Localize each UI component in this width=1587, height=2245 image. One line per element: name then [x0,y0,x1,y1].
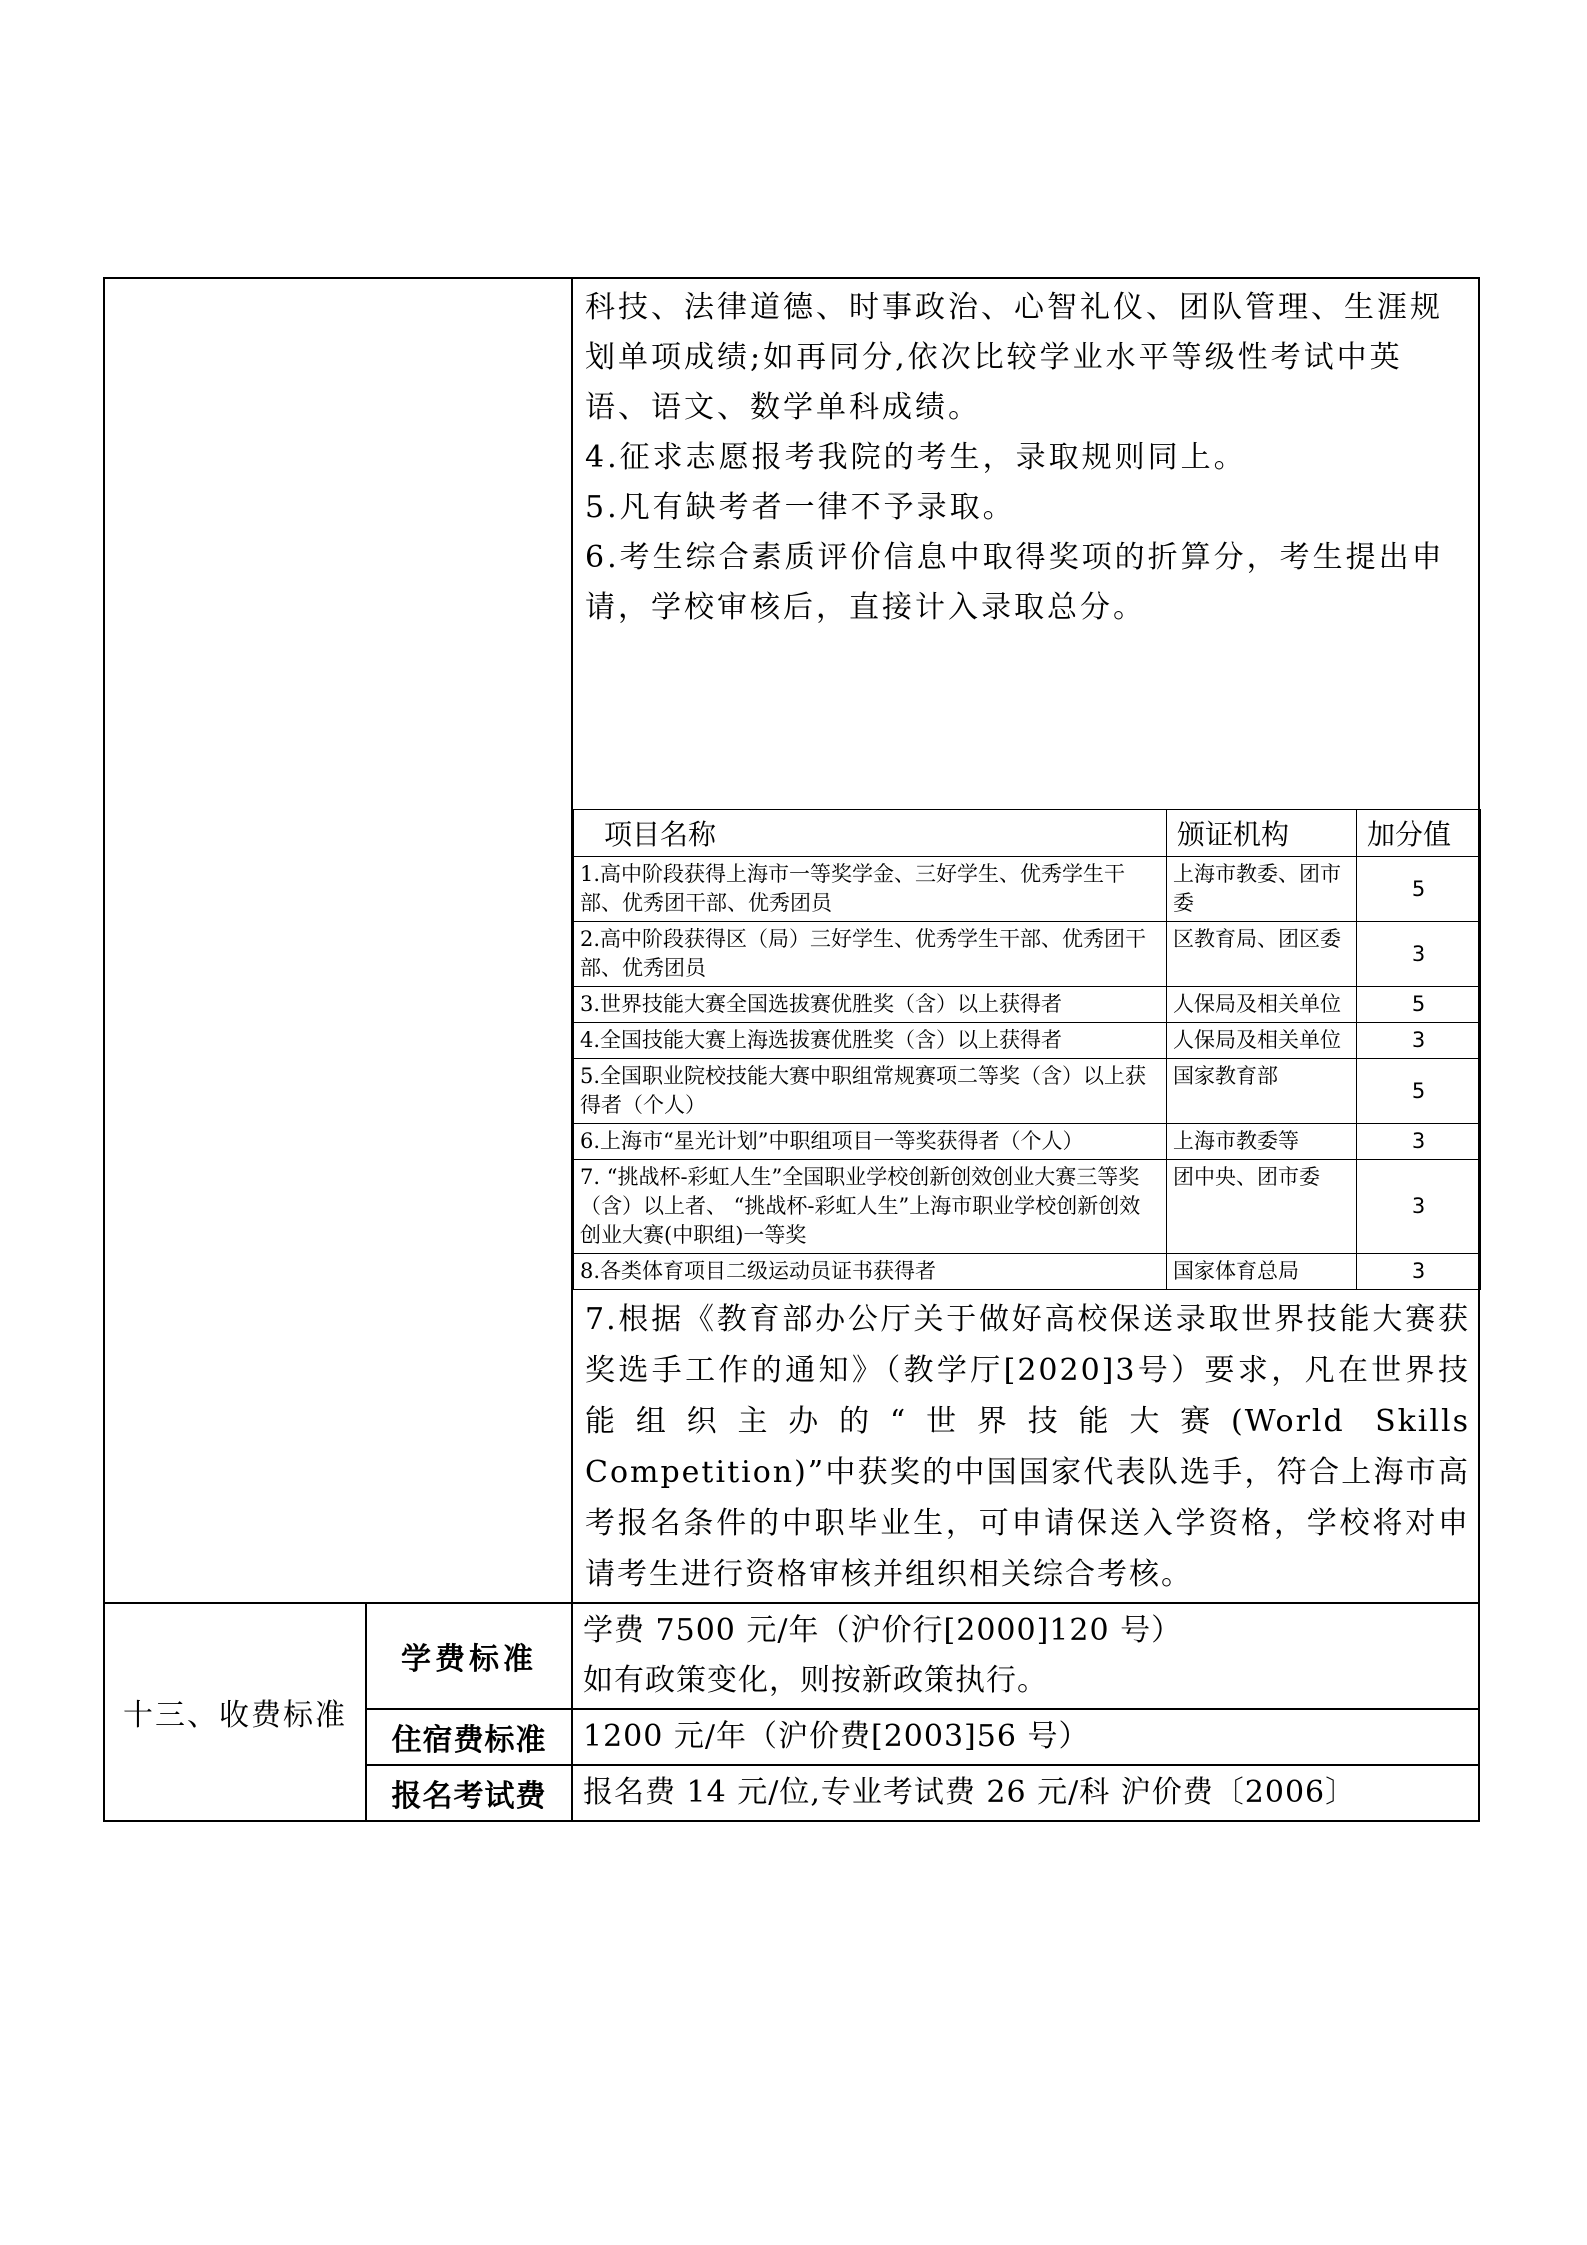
housing-value: 1200 元/年（沪价费[2003]56 号） [572,1709,1479,1765]
bonus-item-issuer: 上海市教委等 [1167,1124,1357,1160]
bonus-row [574,1160,1481,1254]
bonus-item-issuer: 国家体育总局 [1167,1254,1357,1290]
header-points: 加分值 [1357,810,1481,857]
header-project-name: 项目名称 [574,810,1167,857]
bonus-item-issuer: 国家教育部 [1167,1059,1357,1124]
bonus-item-name: 3.世界技能大赛全国选拔赛优胜奖（含）以上获得者 [574,987,1167,1023]
exam-fee-label: 报名考试费 [366,1765,572,1821]
bonus-item-points: 3 [1357,1254,1481,1290]
left-blank-cell [104,278,572,1603]
bonus-item-name: 5.全国职业院校技能大赛中职组常规赛项二等奖（含）以上获得者（个人） [574,1059,1167,1124]
bonus-row [574,987,1481,1023]
bonus-item-name: 7. “挑战杯-彩虹人生”全国职业学校创新创效创业大赛三等奖（含）以上者、 “挑战杯-彩虹人生”上海市职业学校创新创效创业大赛(中职组)一等奖 [574,1160,1167,1254]
bonus-item-points: 5 [1357,1059,1481,1124]
tuition-policy-line: 如有政策变化，则按新政策执行。 [583,1663,1048,1698]
bonus-item-points: 3 [1357,1160,1481,1254]
bonus-row [574,1254,1481,1290]
bonus-row [574,1059,1481,1124]
bonus-header-row [574,810,1481,857]
tuition-row [104,1603,1479,1709]
tuition-line: 学费 7500 元/年（沪价行[2000]120 号） [583,1613,1183,1648]
bonus-item-issuer: 区教育局、团区委 [1167,922,1357,987]
bonus-item-name: 1.高中阶段获得上海市一等奖学金、三好学生、优秀学生干部、优秀团干部、优秀团员 [574,857,1167,922]
housing-label: 住宿费标准 [366,1709,572,1765]
bonus-row [574,1023,1481,1059]
admission-info-table [103,277,1480,1822]
bonus-item-issuer: 团中央、团市委 [1167,1160,1357,1254]
rules-cell [572,278,1479,1603]
bonus-item-points: 5 [1357,987,1481,1023]
bonus-item-issuer: 人保局及相关单位 [1167,1023,1357,1059]
bonus-item-points: 3 [1357,1023,1481,1059]
bonus-item-name: 8.各类体育项目二级运动员证书获得者 [574,1254,1167,1290]
rules-text [573,279,1478,809]
rules-paragraph: 5.凡有缺考者一律不予录取。 [585,490,1016,525]
bonus-item-points: 3 [1357,922,1481,987]
bonus-item-points: 5 [1357,857,1481,922]
bonus-row [574,922,1481,987]
rules-paragraph: 6.考生综合素质评价信息中取得奖项的折算分，考生提出申请，学校审核后，直接计入录取总分。 [585,540,1445,625]
bonus-item-name: 2.高中阶段获得区（局）三好学生、优秀学生干部、优秀团干部、优秀团员 [574,922,1167,987]
bonus-row [574,857,1481,922]
bonus-item-name: 4.全国技能大赛上海选拔赛优胜奖（含）以上获得者 [574,1023,1167,1059]
header-issuer: 颁证机构 [1167,810,1357,857]
tuition-value [572,1603,1479,1709]
bonus-item-issuer: 人保局及相关单位 [1167,987,1357,1023]
worldskills-note: 7.根据《教育部办公厅关于做好高校保送录取世界技能大赛获奖选手工作的通知》（教学厅[2020]3号）要求，凡在世界技能组织主办的“世界技能大赛(World Skills Competition)”中获奖的中国国家代表队选手，符合上海市高考报名条件的中职毕业生，可申请保送入学资格，学校将对申请考生进行资格审核并组织相关综合考核。 [585,1302,1470,1592]
bonus-row [574,1124,1481,1160]
bonus-item-points: 3 [1357,1124,1481,1160]
fee-section-title: 十三、收费标准 [104,1603,366,1821]
bonus-item-issuer: 上海市教委、团市委 [1167,857,1357,922]
tuition-label: 学费标准 [366,1603,572,1709]
exam-fee-value: 报名费 14 元/位,专业考试费 26 元/科 沪价费〔2006〕 [572,1765,1479,1821]
bonus-points-table [573,809,1481,1290]
rules-paragraph: 科技、法律道德、时事政治、心智礼仪、团队管理、生涯规划单项成绩;如再同分,依次比较学业水平等级性考试中英语、语文、数学单科成绩。 [585,290,1443,425]
admission-rules-row [104,278,1479,1603]
bonus-item-name: 6.上海市“星光计划”中职组项目一等奖获得者（个人） [574,1124,1167,1160]
rules-paragraph: 4.征求志愿报考我院的考生，录取规则同上。 [585,440,1247,475]
